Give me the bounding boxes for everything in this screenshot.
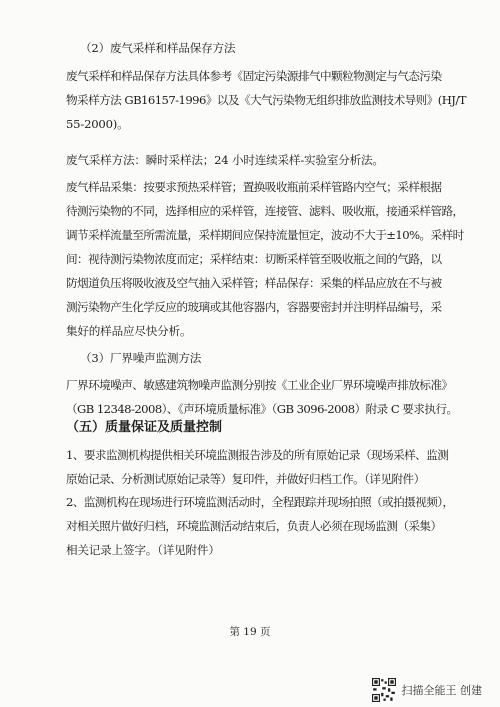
quality-item-2	[66, 490, 458, 562]
section-3-heading-block	[66, 346, 458, 370]
section-2-paragraph-1	[66, 64, 466, 136]
paragraph-line: 原始记录、分析测试原始记录等）复印件，并做好归档工作。（详见附件）	[66, 472, 425, 486]
paragraph-line: 待测污染物的不同，选择相应的采样管，连接管、滤料、吸收瓶，接通采样管路，	[66, 204, 464, 218]
paragraph-line: 对相关照片做好归档，环境监测活动结束后，负责人必须在现场监测（采集）	[66, 519, 442, 533]
paragraph-line: 相关记录上签字。（详见附件）	[66, 543, 220, 557]
paragraph-line: 集好的样品应尽快分析。	[66, 324, 192, 338]
section-3-paragraph	[66, 373, 458, 421]
paragraph-line: 调节采样流量至所需流量，采样期间应保持流量恒定，波动不大于±10%。采样时	[66, 228, 464, 242]
quality-item-1	[66, 443, 458, 491]
scanner-brand-text: 扫描全能王 创建	[401, 684, 482, 697]
section-5-heading-block	[66, 416, 458, 440]
paragraph-line: 2、监测机构在现场进行环境监测活动时，全程跟踪并现场拍照（或拍摄视频），	[66, 495, 454, 509]
paragraph-line: 厂界环境噪声、敏感建筑物噪声监测分别按《工业企业厂界环境噪声排放标准》	[66, 378, 453, 392]
paragraph-line: 防烟道负压将吸收液及空气抽入采样管；样品保存：采集的样品应放在不与被	[66, 276, 442, 290]
paragraph-line: 间：视待测污染物浓度而定；采样结束：切断采样管至吸收瓶之间的气路，以	[66, 252, 442, 266]
paragraph-line: 物采样方法 GB16157-1996》以及《大气污染物无组织排放监测技术导则》(HJ/T	[66, 93, 466, 107]
paragraph-line: 55-2000)。	[66, 117, 129, 131]
section-5-heading: （五）质量保证及质量控制	[66, 420, 223, 435]
section-2-paragraph-3	[66, 175, 464, 343]
paragraph-line: 废气样品采集：按要求预热采样管；置换吸收瓶前采样管路内空气；采样根据	[66, 180, 442, 194]
scanner-watermark	[372, 678, 483, 702]
paragraph-line: 废气采样和样品保存方法具体参考《固定污染源排气中颗粒物测定与气态污染	[66, 69, 442, 83]
section-2-heading-block	[66, 36, 458, 60]
section-2-paragraph-2	[66, 148, 458, 172]
paragraph-line: （GB 12348-2008）、《声环境质量标准》（GB 3096-2008）附录 C 要求执行。	[66, 402, 458, 416]
paragraph-line: 废气采样方法：瞬时采样法；24 小时连续采样-实验室分析法。	[66, 153, 384, 167]
section-3-heading: （3）厂界噪声监测方法	[80, 351, 202, 365]
qr-code-icon	[372, 678, 396, 702]
paragraph-line: 测污染物产生化学反应的玻璃或其他容器内，容器要密封并注明样品编号，采	[66, 300, 442, 314]
section-2-heading: （2）废气采样和样品保存方法	[80, 41, 236, 55]
paragraph-line: 1、要求监测机构提供相关环境监测报告涉及的所有原始记录（现场采样、监测	[66, 448, 449, 462]
page-number: 第 19 页	[229, 626, 271, 638]
